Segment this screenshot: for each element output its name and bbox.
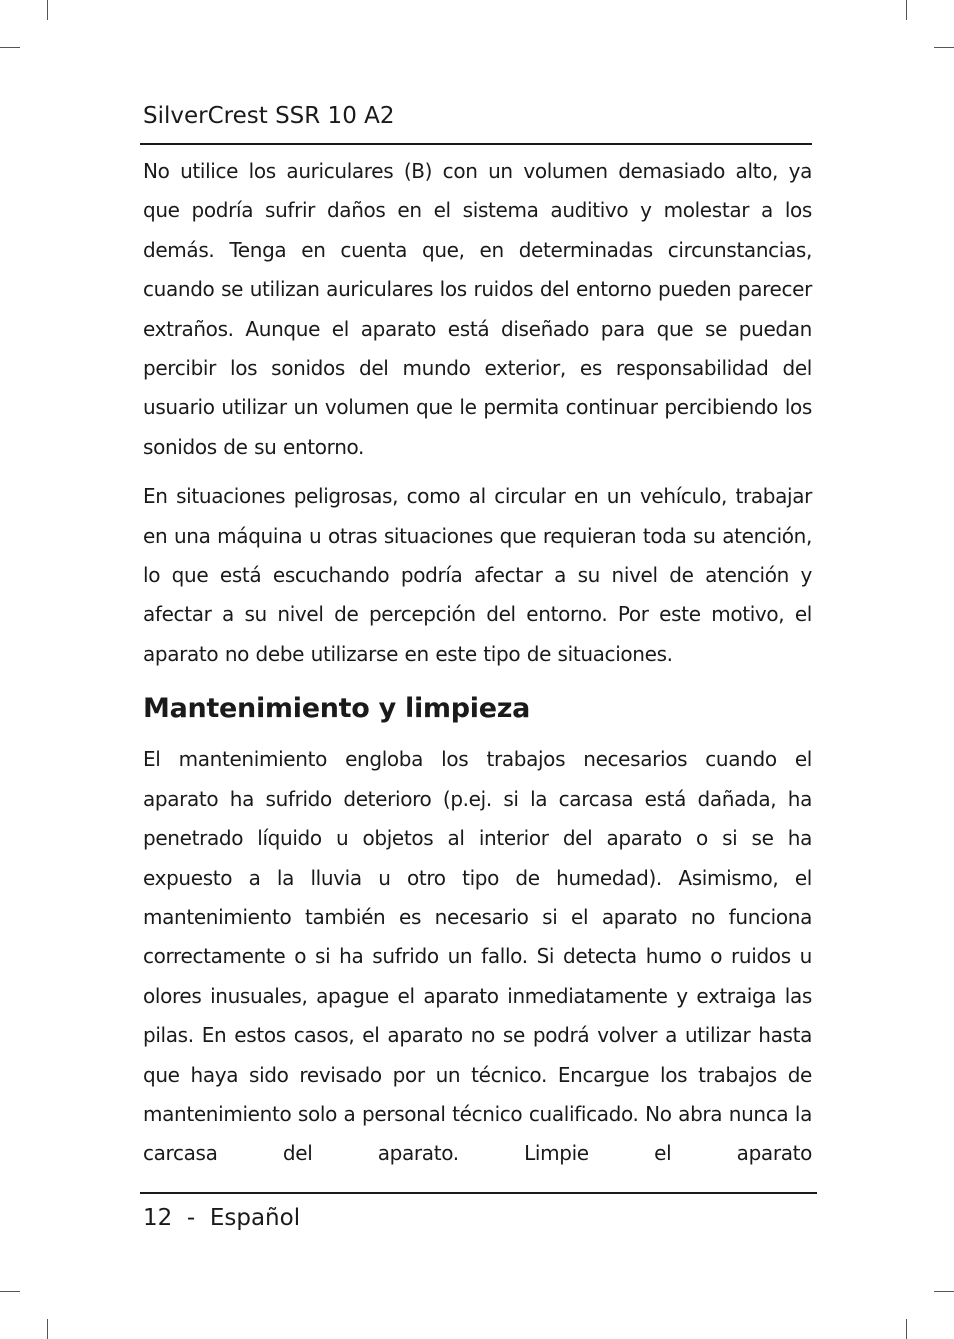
crop-mark bbox=[0, 47, 20, 48]
header-divider bbox=[140, 143, 812, 145]
page-footer bbox=[143, 1201, 300, 1235]
page-content bbox=[143, 152, 812, 1174]
footer-divider bbox=[140, 1192, 817, 1194]
crop-mark bbox=[47, 1319, 48, 1339]
section-heading: Mantenimiento y limpieza bbox=[143, 693, 531, 725]
crop-mark bbox=[0, 1291, 20, 1292]
crop-mark bbox=[934, 1291, 954, 1292]
paragraph-maintenance: El mantenimiento engloba los trabajos necesarios cuando el aparato ha sufrido deterioro (p.ej. si la carcasa está dañada, ha penetrado líquido u objetos al interior del aparato o si se ha expuesto a la lluvia u otro tipo de humedad). Asimismo, el mantenimiento también es necesario si el aparato no funciona correctamente o si ha sufrido un fallo. Si detecta humo o ruidos u olores inusuales, apague el aparato inmediatamente y extraiga las pilas. En estos casos, el aparato no se podrá volver a utilizar hasta que haya sido revisado por un técnico. Encargue los trabajos de mantenimiento solo a personal técnico cualificado. No abra nunca la carcasa del aparato. Limpie el aparato bbox=[143, 747, 812, 1166]
paragraph-volume-warning: No utilice los auriculares (B) con un volumen demasiado alto, ya que podría sufrir daños en el sistema auditivo y molestar a los demás. Tenga en cuenta que, en determinadas circunstancias, cuando se utilizan auriculares los ruidos del entorno pueden parecer extraños. Aunque el aparato está diseñado para que se puedan percibir los sonidos del mundo exterior, es responsabilidad del usuario utilizar un volumen que le permita continuar percibiendo los sonidos de su entorno. bbox=[143, 159, 812, 459]
page-number: 12 bbox=[143, 1205, 173, 1231]
crop-mark bbox=[934, 47, 954, 48]
crop-mark bbox=[906, 1319, 907, 1339]
crop-mark bbox=[906, 0, 907, 20]
footer-separator: - bbox=[186, 1205, 196, 1231]
paragraph-dangerous-situations: En situaciones peligrosas, como al circular en un vehículo, trabajar en una máquina u otras situaciones que requieran toda su atención, lo que está escuchando podría afectar a su nivel de atención y afectar a su nivel de percepción del entorno. Por este motivo, el aparato no debe utilizarse en este tipo de situaciones. bbox=[143, 484, 812, 666]
crop-mark bbox=[47, 0, 48, 20]
footer-language: Español bbox=[209, 1205, 301, 1231]
page-header-title: SilverCrest SSR 10 A2 bbox=[143, 103, 395, 129]
